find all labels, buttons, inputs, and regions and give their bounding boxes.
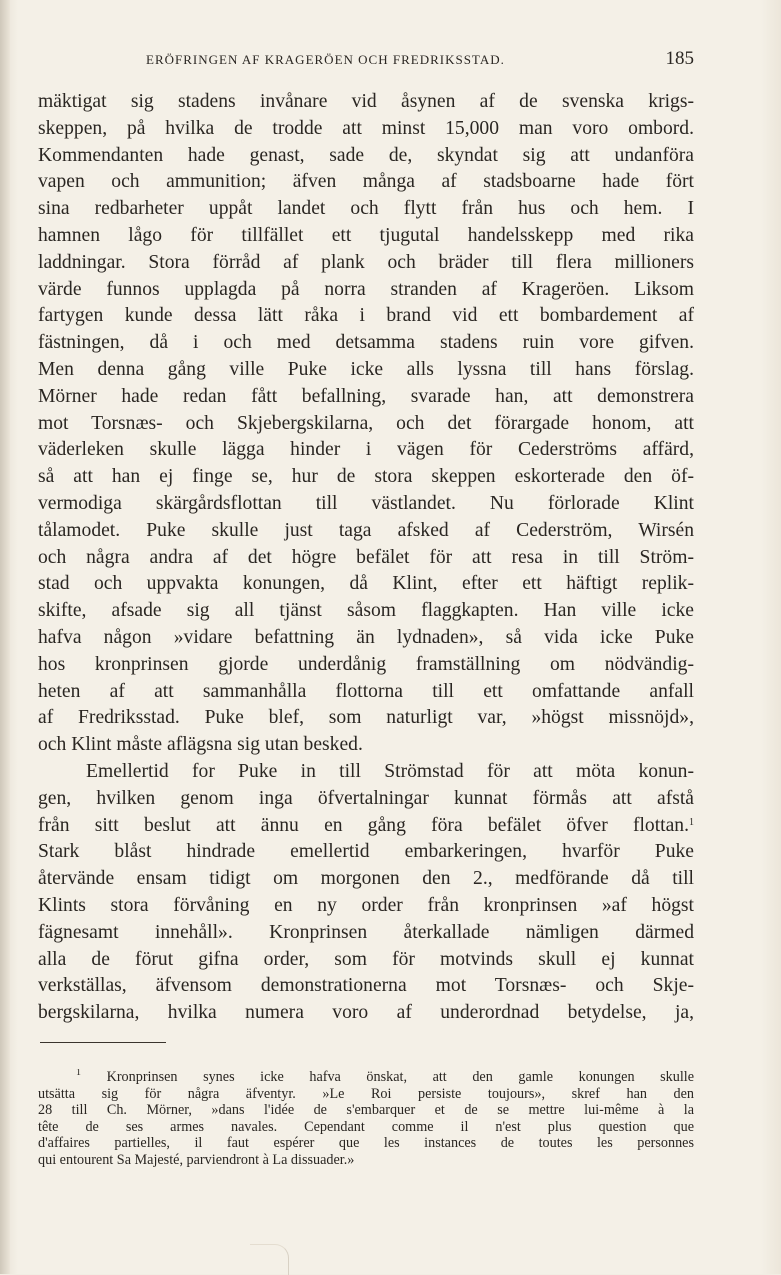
text-line: Stark blåst hindrade emellertid embarkeringen, hvarför Puke [38, 841, 694, 863]
text-line: verkställas, äfvensom demonstrationerna mot Torsnæs- och Skje- [38, 975, 694, 997]
text-line: fästningen, då i och med detsamma stadens ruin vore gifven. [38, 332, 694, 354]
footnote-reference[interactable]: 1 [689, 816, 694, 828]
text-line: hafva någon »vidare befattning än lydnaden», så vida icke Puke [38, 626, 694, 648]
text-line: fartygen kunde dessa lätt råka i brand vid ett bombardement af [38, 305, 694, 327]
text-line: vermodiga skärgårdsflottan till västlandet. Nu förlorade Klint [38, 492, 694, 514]
text-line: väderleken skulle lägga hinder i vägen för Cederströms affärd, [38, 439, 694, 461]
text-line: Klints stora förvåning en ny order från kronprinsen »af högst [38, 894, 694, 916]
footnote-divider [40, 1042, 166, 1043]
page-spine-shadow [0, 0, 10, 1274]
footnote-line: d'affaires partielles, il faut espérer que les instances de toutes les personnes [38, 1135, 694, 1152]
text-line: och Klint måste aflägsna sig utan besked. [38, 734, 363, 756]
footnote-line: qui entourent Sa Majesté, parviendront à La dissuader.» [38, 1151, 355, 1168]
text-line-content: från sitt beslut att ännu en gång föra befälet öfver flottan. [38, 814, 689, 836]
text-line: mot Torsnæs- och Skjebergskilarna, och det förargade honom, att [38, 412, 694, 434]
text-line: laddningar. Stora förråd af plank och bräder till flera millioners [38, 251, 694, 273]
running-title: ERÖFRINGEN AF KRAGERÖEN OCH FREDRIKSSTAD. [146, 52, 505, 67]
body-text [38, 89, 694, 1027]
text-line: fägnesamt innehåll». Kronprinsen återkallade nämligen därmed [38, 921, 694, 943]
page-corner-mark [250, 1244, 289, 1275]
text-line: heten af att sammanhålla flottorna till ett omfattande anfall [38, 680, 694, 702]
text-line: Kommendanten hade genast, sade de, skyndat sig att undanföra [38, 144, 694, 166]
footnote-marker: 1 [76, 1069, 81, 1078]
footnote-line: tête de ses armes navales. Cependant comme il n'est plus question que [38, 1118, 694, 1135]
text-line: Men denna gång ville Puke icke alls lyssna till hans förslag. [38, 358, 694, 380]
text-line: hos kronprinsen gjorde underdånig framställning om nödvändig- [38, 653, 694, 675]
text-line: Emellertid for Puke in till Strömstad för att möta konun- [86, 760, 694, 782]
text-line: värde funnos upplagda på norra stranden af Krageröen. Liksom [38, 278, 694, 300]
text-line: skifte, afsade sig all tjänst såsom flaggkapten. Han ville icke [38, 600, 694, 622]
text-line: mäktigat sig stadens invånare vid åsynen af de svenska krigs- [38, 91, 694, 112]
text-line: Mörner hade redan fått befallning, svarade han, att demonstrera [38, 385, 694, 407]
page-number: 185 [665, 48, 694, 69]
text-line: vapen och ammunition; äfven många af stadsboarne hade fört [38, 171, 694, 193]
text-line: och några andra af det högre befälet för att resa in till Ström- [38, 546, 694, 568]
text-line-with-footnote-ref [38, 813, 694, 840]
text-line: bergskilarna, hvilka numera voro af underordnad betydelse, ja, [38, 1002, 694, 1024]
footnote-line: 28 till Ch. Mörner, »dans l'idée de s'embarquer et de se mettre lui-même à la [38, 1102, 694, 1119]
text-line: af Fredriksstad. Puke blef, som naturligt var, »högst missnöjd», [38, 707, 694, 729]
text-line: återvände ensam tidigt om morgonen den 2., medförande då till [38, 868, 694, 890]
footnotes [38, 1069, 694, 1169]
text-line: sina redbarheter uppåt landet och flytt från hus och hem. I [38, 198, 694, 220]
text-line: stad och uppvakta konungen, då Klint, efter ett häftigt replik- [38, 573, 694, 595]
footnote-line: utsätta sig för några äfventyr. »Le Roi persiste toujours», skref han den [38, 1085, 694, 1102]
footnote-line [38, 1069, 694, 1086]
text-line: skeppen, på hvilka de trodde att minst 15,000 man voro ombord. [38, 117, 694, 139]
footnote-text: Kronprinsen synes icke hafva önskat, att den gamle konungen skulle [106, 1069, 694, 1085]
text-line: gen, hvilken genom inga öfvertalningar kunnat förmås att afstå [38, 787, 694, 809]
text-line: så att han ej finge se, hur de stora skeppen eskorterade den öf- [38, 466, 694, 488]
text-line: hamnen lågo för tillfället ett tjugutal handelsskepp med rika [38, 224, 694, 246]
text-line: alla de förut gifna order, som för motvinds skull ej kunnat [38, 948, 694, 970]
page-header [38, 48, 694, 74]
text-line: tålamodet. Puke skulle just taga afsked af Cederström, Wirsén [38, 519, 694, 541]
